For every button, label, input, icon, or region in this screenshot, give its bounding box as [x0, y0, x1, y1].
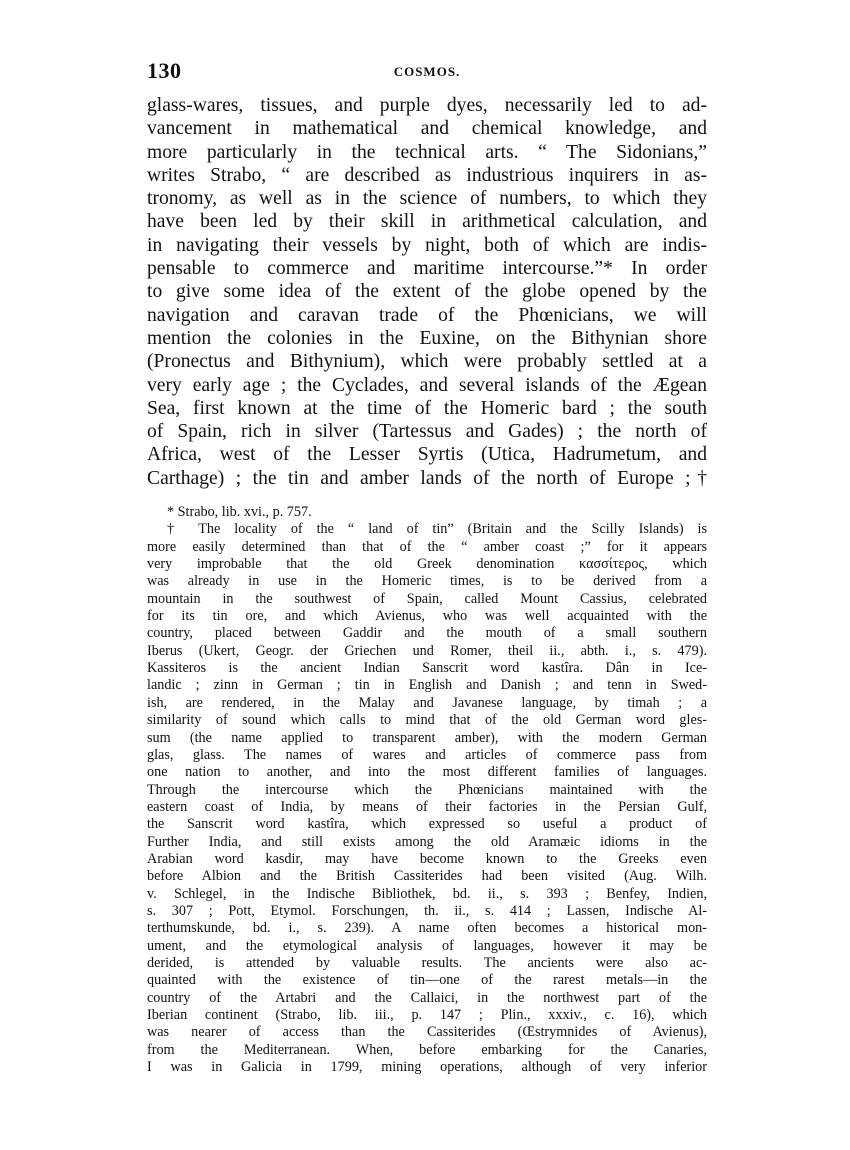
- footnote-line: s. 307 ; Pott, Etymol. Forschungen, th. ii., s. 414 ; Lassen, Indische Al-: [147, 902, 707, 919]
- footnote-line: Arabian word kasdir, may have become known to the Greeks even: [147, 850, 707, 867]
- footnote-line: very improbable that the old Greek denomination κασσίτερος, which: [147, 556, 707, 573]
- text-line: tronomy, as well as in the science of numbers, to which they: [147, 188, 707, 210]
- text-line: to give some idea of the extent of the globe opened by the: [147, 281, 707, 303]
- text-line: Africa, west of the Lesser Syrtis (Utica, Hadrumetum, and: [147, 444, 707, 466]
- footnote-line: terthumskunde, bd. i., s. 239). A name often becomes a historical mon-: [147, 920, 707, 937]
- text-line: glass-wares, tissues, and purple dyes, necessarily led to ad-: [147, 95, 707, 116]
- footnote-line: more easily determined than that of the “ amber coast ;” for it appears: [147, 538, 707, 555]
- text-line: mention the colonies in the Euxine, on the Bithynian shore: [147, 327, 707, 349]
- page-header: [147, 58, 707, 88]
- running-title: COSMOS.: [393, 64, 461, 79]
- footnote-line: ument, and the etymological analysis of languages, however it may be: [147, 937, 707, 954]
- footnote-line: I was in Galicia in 1799, mining operations, although of very inferior: [147, 1059, 707, 1076]
- footnote-line: sum (the name applied to transparent amber), with the modern German: [147, 729, 707, 746]
- footnote-line: from the Mediterranean. When, before embarking for the Canaries,: [147, 1041, 707, 1058]
- footnote-line: Kassiteros is the ancient Indian Sanscrit word kastîra. Dân in Ice-: [147, 660, 707, 677]
- footnote-line: one nation to another, and into the most different families of languages.: [147, 764, 707, 781]
- footnotes: [147, 504, 707, 1076]
- text-line: Carthage) ; the tin and amber lands of the north of Europe ;†: [147, 467, 707, 489]
- footnote-line: was already in use in the Homeric times, is to be derived from a: [147, 573, 707, 590]
- text-line: vancement in mathematical and chemical knowledge, and: [147, 118, 707, 140]
- footnote-line: before Albion and the British Cassiterides had been visited (Aug. Wilh.: [147, 868, 707, 885]
- footnote-line: eastern coast of India, by means of their factories in the Persian Gulf,: [147, 798, 707, 815]
- footnote-line: Through the intercourse which the Phœnicians maintained with the: [147, 781, 707, 798]
- text-line: have been led by their skill in arithmetical calculation, and: [147, 211, 707, 233]
- footnote-line: was nearer of access than the Cassiterides (Œstrymnides of Avienus),: [147, 1024, 707, 1041]
- text-line: (Pronectus and Bithynium), which were probably settled at a: [147, 351, 707, 373]
- footnote-line: the Sanscrit word kastîra, which expressed so useful a product of: [147, 816, 707, 833]
- text-line: pensable to commerce and maritime intercourse.”* In order: [147, 258, 707, 280]
- footnote-line: ish, are rendered, in the Malay and Javanese language, by timah ; a: [147, 694, 707, 711]
- footnote-line: Further India, and still exists among the old Aramæic idioms in the: [147, 833, 707, 850]
- text-line: writes Strabo, “ are described as industrious inquirers in as-: [147, 164, 707, 186]
- footnote-tin: [147, 521, 707, 1076]
- text-line: more particularly in the technical arts. “ The Sidonians,”: [147, 141, 707, 163]
- footnote-line: landic ; zinn in German ; tin in English and Danish ; and tenn in Swed-: [147, 677, 707, 694]
- main-text: [147, 94, 707, 490]
- footnote-line: v. Schlegel, in the Indische Bibliothek, bd. ii., s. 393 ; Benfey, Indien,: [147, 885, 707, 902]
- footnote-line: derided, is attended by valuable results. The ancients were also ac-: [147, 954, 707, 971]
- footnote-line: similarity of sound which calls to mind that of the old German word gles-: [147, 712, 707, 729]
- text-line: very early age ; the Cyclades, and several islands of the Ægean: [147, 374, 707, 396]
- text-line: of Spain, rich in silver (Tartessus and Gades) ; the north of: [147, 421, 707, 443]
- footnote-line: mountain in the southwest of Spain, called Mount Cassius, celebrated: [147, 590, 707, 607]
- footnote-line: country, placed between Gaddir and the mouth of a small southern: [147, 625, 707, 642]
- footnote-line: glas, glass. The names of wares and articles of commerce pass from: [147, 746, 707, 763]
- page-number: 130: [147, 58, 182, 83]
- footnote-line: † The locality of the “ land of tin” (Britain and the Scilly Islands) is: [167, 521, 707, 538]
- book-page: [147, 58, 707, 1076]
- text-line: in navigating their vessels by night, both of which are indis-: [147, 234, 707, 256]
- footnote-strabo: * Strabo, lib. xvi., p. 757.: [167, 504, 312, 521]
- footnote-line: Iberian continent (Strabo, lib. iii., p. 147 ; Plin., xxxiv., c. 16), which: [147, 1007, 707, 1024]
- footnote-line: for its tin ore, and which Avienus, who was well acquainted with the: [147, 608, 707, 625]
- text-line: navigation and caravan trade of the Phœnicians, we will: [147, 304, 707, 326]
- footnote-line: Iberus (Ukert, Geogr. der Griechen und Romer, theil ii., abth. i., s. 479).: [147, 642, 707, 659]
- footnote-line: country of the Artabri and the Callaici, in the northwest part of the: [147, 989, 707, 1006]
- footnote-line: quainted with the existence of tin—one of the rarest metals—in the: [147, 972, 707, 989]
- text-line: Sea, first known at the time of the Homeric bard ; the south: [147, 397, 707, 419]
